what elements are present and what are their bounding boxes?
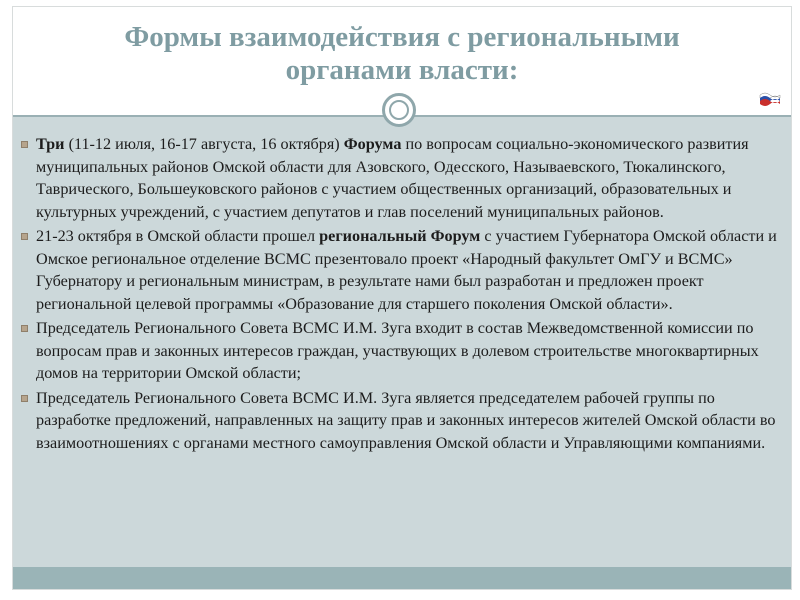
- bullet-square-icon: [21, 395, 28, 402]
- bullet-1-bold-1: Три: [36, 135, 65, 153]
- slide-footer-bar: [13, 567, 791, 589]
- bullet-item-commission: [21, 317, 793, 385]
- bullet-item-forums: [21, 133, 793, 223]
- bullet-item-working-group: [21, 387, 793, 455]
- slide-title-line-2: органами власти:: [285, 54, 519, 86]
- bullet-2-text-1: 21-23 октября в Омской области прошел: [36, 227, 320, 245]
- bullet-square-icon: [21, 233, 28, 240]
- divider-ring-inner: [389, 100, 409, 120]
- divider-ring-icon: [382, 93, 416, 127]
- bullet-1-bold-2: Форума: [343, 135, 402, 153]
- russian-flag-logo-icon: [759, 90, 781, 106]
- bullet-square-icon: [21, 141, 28, 148]
- bullet-4-text: Председатель Регионального Совета ВСМС И.М. Зуга является председателем рабочей группы по разработке предложений, направленных на защиту прав и законных интересов жителей Омской области во взаимоотношениях с органами местного самоуправления Омской области и Управляющими компаниями.: [36, 388, 776, 452]
- slide-title-line-1: Формы взаимодействия с региональными: [124, 21, 680, 53]
- bullet-1-text-1: (11-12 июля, 16-17 августа, 16 октября): [64, 135, 344, 153]
- bullet-2-text-2: с участием Губернатора Омской области и Омское региональное отделение ВСМС презентовало проект «Народный факультет ОмГУ и ВСМС» Губернатору и региональным министрам, в результате нами был разработан и предложен проект региональной целевой программы «Образование для старшего поколения Омской области».: [36, 227, 777, 313]
- bullet-1-text-2: по вопросам социально-экономического развития муниципальных районов Омской области для Азовского, Одесского, Называевского, Тюкалинского, Таврического, Большеуковского районов с участием общественных организаций, образовательных и культурных учреждений, с участием депутатов и глав поселений муниципальных районов.: [36, 135, 749, 221]
- bullet-3-text: Председатель Регионального Совета ВСМС И.М. Зуга входит в состав Межведомственной комиссии по вопросам прав и законных интересов граждан, участвующих в долевом строительстве многоквартирных домов на территории Омской области;: [36, 319, 759, 382]
- slide: [12, 6, 792, 590]
- bullet-square-icon: [21, 325, 28, 332]
- slide-title: [13, 21, 791, 87]
- bullet-list: [21, 133, 793, 456]
- bullet-item-regional-forum: [21, 225, 793, 315]
- slide-content: [13, 117, 791, 567]
- bullet-2-bold-1: региональный Форум: [319, 227, 481, 245]
